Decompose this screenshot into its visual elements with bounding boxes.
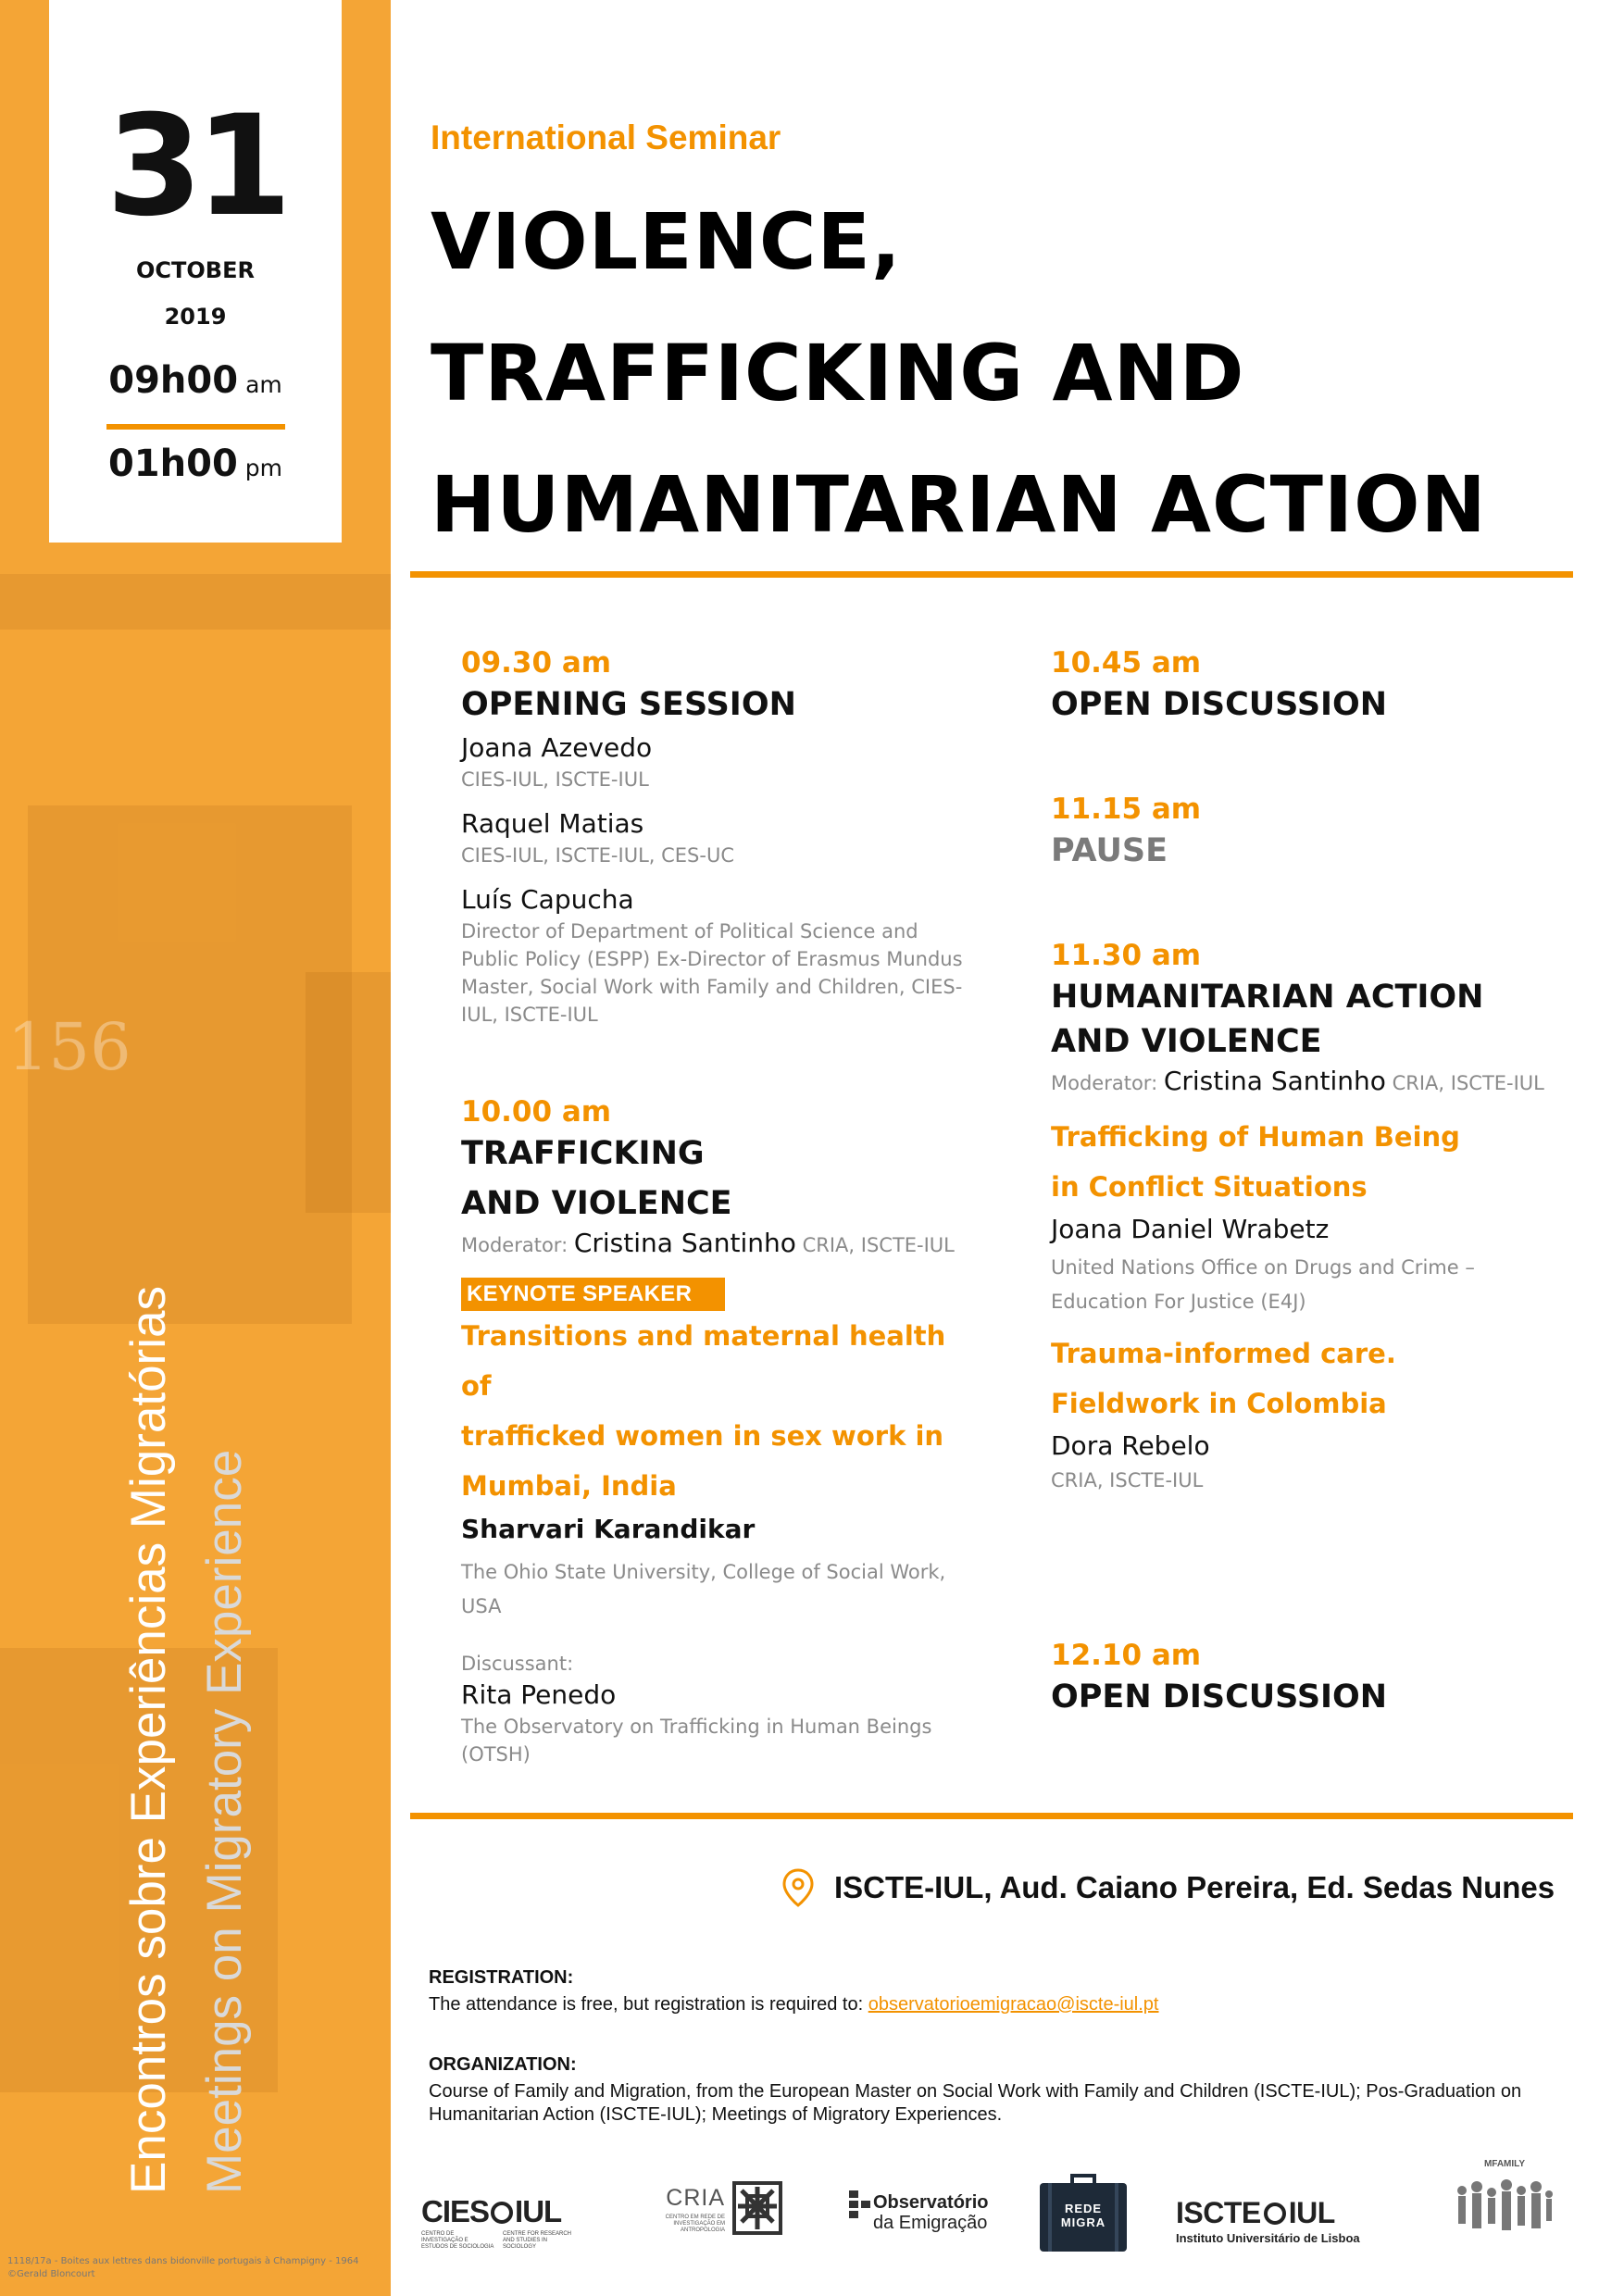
session-time: 10.45 am: [1051, 646, 1202, 680]
talk-title: trafficked women in sex work in: [461, 1420, 944, 1452]
series-title-pt: Encontros sobre Experiências Migratórias: [121, 1286, 176, 2194]
photo-copyright: ©Gerald Bloncourt: [7, 2268, 95, 2279]
title-line: VIOLENCE,: [431, 196, 902, 287]
session-time: 09.30 am: [461, 646, 612, 680]
start-time-value: 09h00: [108, 359, 239, 402]
talk-speaker-affiliation: CRIA, ISCTE-IUL: [1051, 1469, 1204, 1491]
iscte-globe-icon: [1264, 2202, 1286, 2225]
organization-text: Course of Family and Migration, from the European Master on Social Work with Family and Children (ISCTE-IUL); Pos-Graduation on Humanitarian Action (ISCTE-IUL); Meetings of Migratory Experiences.: [429, 2081, 1522, 2125]
session-time: 12.10 am: [1051, 1639, 1202, 1672]
registration-body: [429, 1993, 1586, 2016]
divider-top: [410, 571, 1573, 578]
start-time-suffix: am: [245, 371, 282, 398]
session-title: TRAFFICKING: [461, 1135, 705, 1172]
observatorio-line2: da Emigração: [873, 2213, 988, 2233]
session-title: AND VIOLENCE: [1051, 1023, 1322, 1060]
session-title: PAUSE: [1051, 832, 1168, 869]
speaker-name: Joana Azevedo: [461, 732, 653, 763]
session-title: HUMANITARIAN ACTION: [1051, 979, 1484, 1016]
moderator: [461, 1226, 980, 1263]
date-month: OCTOBER: [136, 257, 255, 283]
registration-section: [429, 1966, 1586, 2016]
photo-caption: 1118/17a - Boites aux lettres dans bidonville portugais à Champigny - 1964: [7, 2256, 359, 2266]
session-humanitarian: [1051, 936, 1569, 1498]
organization-section: [429, 2053, 1586, 2127]
title-line: TRAFFICKING AND: [431, 328, 1245, 418]
session-discussion-1: [1051, 643, 1569, 727]
talk-title: Mumbai, India: [461, 1470, 677, 1502]
session-title: OPEN DISCUSSION: [1051, 686, 1388, 723]
moderator-name: Cristina Santinho: [573, 1228, 796, 1258]
organization-heading: ORGANIZATION:: [429, 2054, 577, 2075]
series-title-en: Meetings on Migratory Experience: [197, 1449, 253, 2194]
cria-logo: [651, 2172, 799, 2255]
registration-email-link[interactable]: observatorioemigracao@iscte-iul.pt: [868, 1994, 1159, 2015]
speaker-affiliation: Director of Department of Political Science and Public Policy (ESPP) Ex-Director of Erasmus Mundus Master, Social Work with Family and Children, CIES-IUL, ISCTE-IUL: [461, 920, 963, 1026]
speaker-affiliation: CIES-IUL, ISCTE-IUL, CES-UC: [461, 844, 734, 867]
date-box: [49, 0, 342, 543]
map-pin-icon: [782, 1868, 814, 1907]
end-time: [49, 443, 342, 485]
photo-credit: [7, 2255, 378, 2280]
date-day: 31: [106, 86, 285, 247]
observatorio-line1: Observatório: [873, 2192, 989, 2213]
left-panel: [0, 0, 391, 2296]
moderator-affiliation: CRIA, ISCTE-IUL: [1392, 1072, 1544, 1094]
discussant: [461, 1650, 980, 1768]
speaker: [461, 882, 980, 1029]
observatorio-emigracao-logo: [849, 2172, 1006, 2255]
end-time-value: 01h00: [107, 443, 238, 485]
mfamily-text: MFAMILY: [1483, 2159, 1526, 2169]
partner-logos: [421, 2159, 1579, 2255]
cies-subtitle-pt: CENTRO DE INVESTIGAÇÃO E ESTUDOS DE SOCIOLOGIA: [421, 2231, 494, 2250]
iscte-iul-logo: [1176, 2172, 1398, 2255]
keynote-badge-wrap: [461, 1278, 980, 1311]
talk-title: Fieldwork in Colombia: [1051, 1388, 1387, 1419]
session-time: 11.30 am: [1051, 939, 1202, 972]
session-pause: [1051, 790, 1569, 873]
moderator: [1051, 1064, 1569, 1101]
moderator-label: Moderator:: [1051, 1072, 1158, 1094]
speaker-name: Raquel Matias: [461, 808, 644, 839]
cria-logo-text: CRIA: [666, 2185, 725, 2211]
keynote-speaker-affiliation: The Ohio State University, College of Social Work, USA: [461, 1561, 946, 1617]
session-time: 11.15 am: [1051, 792, 1202, 826]
keynote-badge: KEYNOTE SPEAKER: [461, 1278, 725, 1311]
session-title: OPENING SESSION: [461, 686, 796, 723]
registration-heading: REGISTRATION:: [429, 1967, 574, 1988]
session-trafficking: [461, 1092, 980, 1768]
iscte-subtitle: Instituto Universitário de Lisboa: [1176, 2231, 1360, 2245]
speaker: [461, 806, 980, 869]
moderator-name: Cristina Santinho: [1163, 1066, 1386, 1096]
venue-text: ISCTE-IUL, Aud. Caiano Pereira, Ed. Sedas Nunes: [834, 1870, 1555, 1904]
talk: [1051, 1329, 1569, 1498]
rede-migra-line1: REDE: [1064, 2202, 1103, 2215]
discussant-affiliation: The Observatory on Trafficking in Human Beings (OTSH): [461, 1716, 932, 1766]
talk: [1051, 1112, 1569, 1319]
cria-subtitle: CENTRO EM REDE DE INVESTIGAÇÃO EM ANTROPOLOGIA: [665, 2215, 725, 2233]
talk-speaker: Dora Rebelo: [1051, 1430, 1210, 1461]
venue: [782, 1868, 1555, 1907]
registration-text: The attendance is free, but registration is required to:: [429, 1994, 864, 2015]
cies-iul-logo: [421, 2172, 579, 2255]
talk-speaker: Joana Daniel Wrabetz: [1051, 1214, 1330, 1244]
event-type: International Seminar: [431, 119, 781, 156]
divider-bottom: [410, 1813, 1573, 1819]
photo-sign-number: 156: [7, 1009, 131, 1085]
speaker: [461, 730, 980, 793]
session-title: OPEN DISCUSSION: [1051, 1678, 1388, 1716]
family-figures-icon: [1453, 2177, 1556, 2242]
cria-pattern-icon: [732, 2181, 782, 2235]
event-title: [431, 176, 1597, 570]
moderator-affiliation: CRIA, ISCTE-IUL: [802, 1234, 955, 1256]
photo-mailbox-shape: [306, 972, 391, 1213]
title-line: HUMANITARIAN ACTION: [431, 459, 1487, 550]
session-opening: [461, 643, 980, 1029]
discussant-label: Discussant:: [461, 1653, 574, 1675]
cies-subtitle-en: CENTRE FOR RESEARCH AND STUDIES IN SOCIOLOGY: [503, 2231, 572, 2250]
end-time-suffix: pm: [244, 455, 283, 481]
talk-title: Trafficking of Human Being: [1051, 1121, 1460, 1153]
cies-logo-text: CIES: [421, 2194, 490, 2228]
moderator-label: Moderator:: [461, 1234, 568, 1256]
time-divider: [106, 424, 285, 430]
discussant-name: Rita Penedo: [461, 1679, 617, 1710]
speaker-affiliation: CIES-IUL, ISCTE-IUL: [461, 768, 649, 791]
keynote-speaker-name: Sharvari Karandikar: [461, 1514, 756, 1544]
rede-migra-line2: MIGRA: [1060, 2215, 1106, 2229]
talk-title: in Conflict Situations: [1051, 1171, 1368, 1203]
rede-migra-logo: [1037, 2172, 1130, 2255]
start-time: [49, 359, 342, 402]
talk-speaker-affiliation: United Nations Office on Drugs and Crime – Education For Justice (E4J): [1051, 1256, 1475, 1313]
photo-mailbox-shape: [0, 574, 391, 630]
observatorio-bars-icon: [849, 2190, 873, 2218]
talk-title: Transitions and maternal health of: [461, 1320, 946, 1402]
speaker-name: Luís Capucha: [461, 884, 634, 915]
series-title: [111, 1286, 263, 2194]
session-title: AND VIOLENCE: [461, 1185, 732, 1222]
session-time: 10.00 am: [461, 1095, 612, 1129]
talk-title: Trauma-informed care.: [1051, 1338, 1396, 1369]
cies-logo-suffix: IUL: [515, 2194, 562, 2228]
date-year: 2019: [164, 304, 227, 330]
cies-globe-icon: [491, 2202, 513, 2224]
mfamily-logo: [1449, 2159, 1560, 2255]
session-discussion-2: [1051, 1636, 1569, 1719]
iscte-logo-suffix: IUL: [1288, 2196, 1335, 2229]
iscte-logo-text: ISCTE: [1176, 2196, 1261, 2229]
